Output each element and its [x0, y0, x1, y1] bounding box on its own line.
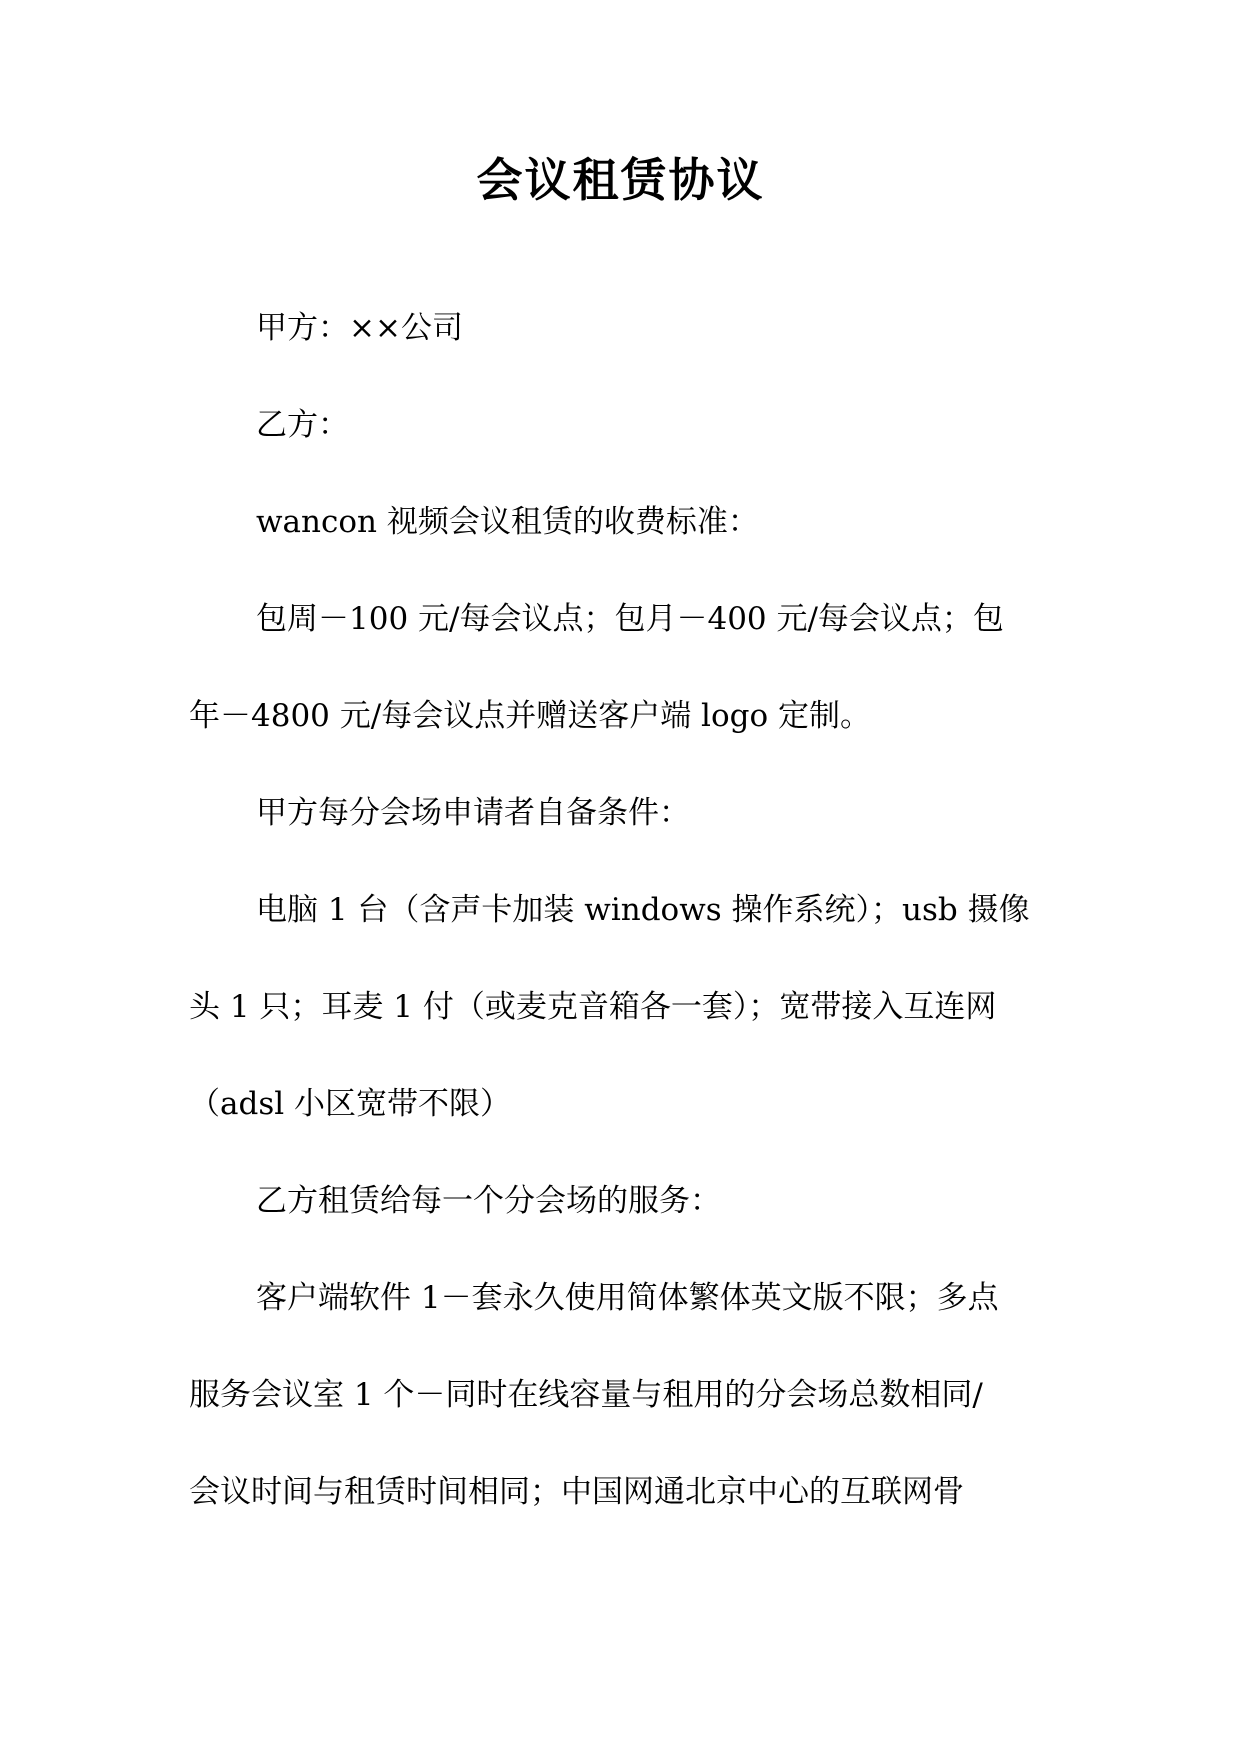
party-b-services-heading: 乙方租赁给每一个分会场的服务： [256, 1183, 721, 1219]
requirements-paragraph-line-2: 头 1 只；耳麦 1 付（或麦克音箱各一套）；宽带接入互连网 [189, 989, 997, 1025]
party-a-line: 甲方：××公司 [256, 310, 463, 346]
services-paragraph-line-3: 会议时间与租赁时间相同；中国网通北京中心的互联网骨 [189, 1474, 964, 1510]
fee-standard-heading: wancon 视频会议租赁的收费标准： [256, 504, 759, 540]
document-title: 会议租赁协议 [476, 153, 765, 207]
fee-paragraph-line-2: 年－4800 元/每会议点并赠送客户端 logo 定制。 [189, 698, 871, 734]
requirements-paragraph-line-3: （adsl 小区宽带不限） [189, 1086, 512, 1122]
fee-paragraph-line-1: 包周－100 元/每会议点；包月－400 元/每会议点；包 [256, 601, 1004, 637]
party-a-requirements-heading: 甲方每分会场申请者自备条件： [256, 795, 690, 831]
services-paragraph-line-2: 服务会议室 1 个－同时在线容量与租用的分会场总数相同/ [189, 1377, 983, 1413]
services-paragraph-line-1: 客户端软件 1－套永久使用简体繁体英文版不限；多点 [256, 1280, 999, 1316]
party-b-line: 乙方： [256, 407, 349, 443]
requirements-paragraph-line-1: 电脑 1 台（含声卡加装 windows 操作系统）；usb 摄像 [256, 892, 1030, 928]
